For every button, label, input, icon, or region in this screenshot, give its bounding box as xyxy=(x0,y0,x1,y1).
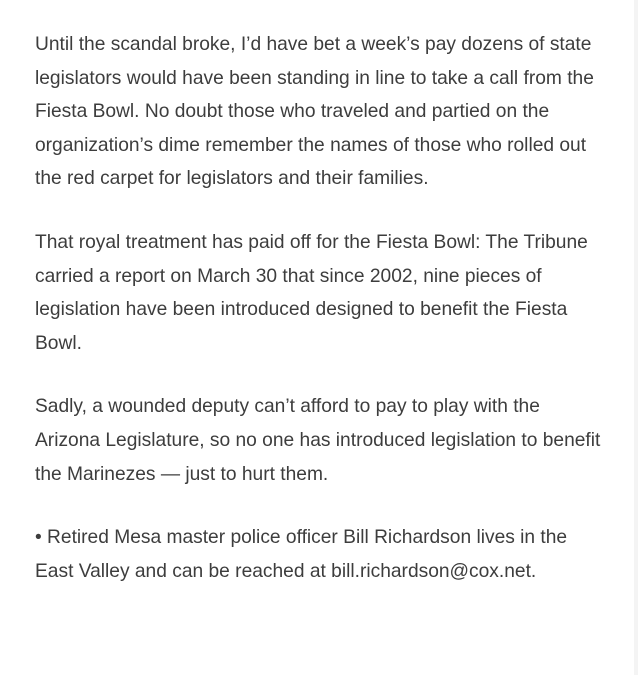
text-line: the Marinezes — just to hurt them. xyxy=(35,463,329,485)
text-line: That royal treatment has paid off for the Fiesta Bowl: The Tribune xyxy=(35,231,588,253)
text-line: Arizona Legislature, so no one has introduced legislation to benefit xyxy=(35,429,601,451)
paragraph-fiesta-bowl-scandal xyxy=(35,28,629,196)
paragraph-wounded-deputy xyxy=(35,390,629,491)
text-line: carried a report on March 30 that since 2002, nine pieces of xyxy=(35,265,542,287)
text-line: legislators would have been standing in line to take a call from the xyxy=(35,67,594,89)
text-line: organization’s dime remember the names of those who rolled out xyxy=(35,134,587,156)
paragraph-royal-treatment xyxy=(35,226,629,360)
text-line: the red carpet for legislators and their families. xyxy=(35,168,429,190)
text-line: legislation have been introduced designed to benefit the Fiesta xyxy=(35,299,568,321)
text-line: East Valley and can be reached at bill.richardson@cox.net. xyxy=(35,560,537,582)
text-line: • Retired Mesa master police officer Bill Richardson lives in the xyxy=(35,527,568,549)
text-line: Fiesta Bowl. No doubt those who traveled and partied on the xyxy=(35,101,550,123)
text-line: Bowl. xyxy=(35,332,82,354)
scrollbar-track[interactable] xyxy=(634,0,638,675)
paragraph-author-bio xyxy=(35,521,629,588)
article-body xyxy=(35,28,629,618)
text-line: Sadly, a wounded deputy can’t afford to pay to play with the xyxy=(35,396,540,418)
text-line: Until the scandal broke, I’d have bet a week’s pay dozens of state xyxy=(35,34,592,55)
